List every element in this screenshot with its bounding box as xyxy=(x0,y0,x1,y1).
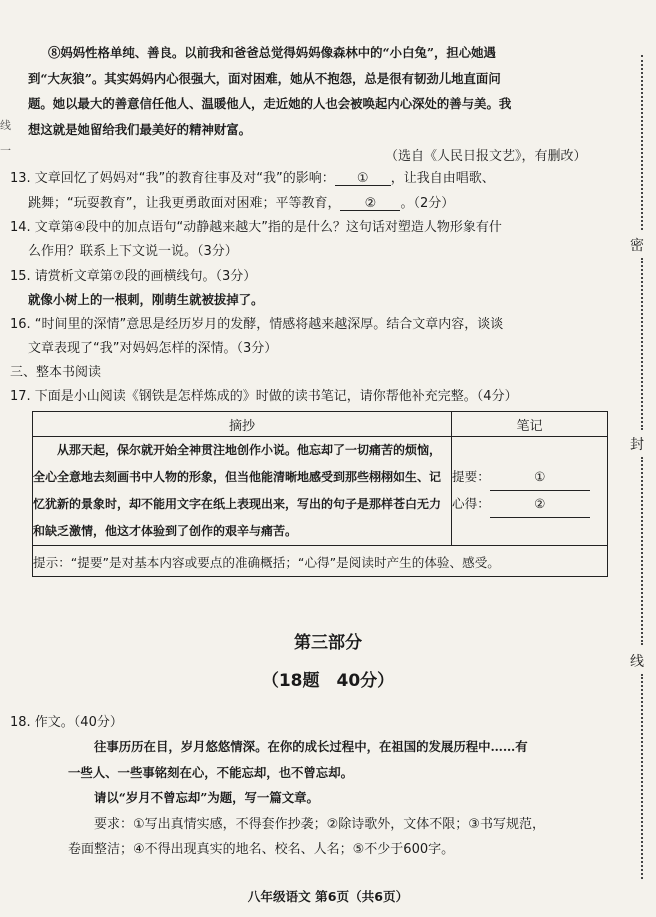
left-margin-mark-2: 一 xyxy=(0,144,11,157)
q18-requirements-line2: 卷面整洁；④不得出现真实的地名、校名、人名；⑤不少于600字。 xyxy=(68,842,455,857)
passage-para8-line4: 想这就是她留给我们最美好的精神财富。 xyxy=(28,122,252,137)
left-margin-mark-1: 线 xyxy=(0,119,11,132)
tip-cell: 提示：“提要”是对基本内容或要点的准确概括；“心得”是阅读时产生的体验、感受。 xyxy=(33,546,608,577)
summary-label: 提要： xyxy=(452,469,490,484)
q18-task: 请以“岁月不曾忘却”为题，写一篇文章。 xyxy=(94,790,319,805)
passage-para8-line3: 题。她以最大的善意信任他人、温暖他人，走近她的人也会被唤起内心深处的善与美。我 xyxy=(28,96,512,111)
passage-source: （选自《人民日报文艺》，有删改） xyxy=(385,149,587,164)
q13-blank-1: ① xyxy=(335,172,391,186)
binding-dotted-line-3 xyxy=(641,457,643,645)
q15-quote: 就像小树上的一根刺，刚萌生就被拔掉了。 xyxy=(28,292,264,307)
q16-line2: 文章表现了“我”对妈妈怎样的深情。（3分） xyxy=(28,341,278,356)
binding-char-feng: 封 xyxy=(630,437,644,453)
passage-para8-line2: 到“大灰狼”。其实妈妈内心很强大，面对困难，她从不抱怨，总是很有韧劲儿地直面问 xyxy=(28,71,501,86)
insight-label: 心得： xyxy=(452,496,490,511)
q18-intro-line1: 往事历历在目，岁月悠悠情深。在你的成长过程中，在祖国的发展历程中……有 xyxy=(94,739,528,754)
q18-heading: 18. 作文。（40分） xyxy=(10,715,123,730)
part3-subtitle: （18题 40分） xyxy=(261,671,395,691)
summary-row xyxy=(452,464,607,491)
binding-char-xian: 线 xyxy=(630,654,644,670)
note-cell xyxy=(452,437,608,546)
col-excerpt-header: 摘抄 xyxy=(33,412,452,437)
q14-line1: 14. 文章第④段中的加点语句“动静越来越大”指的是什么？这句话对塑造人物形象有什 xyxy=(10,220,502,235)
q13-line2 xyxy=(28,197,454,211)
part3-title: 第三部分 xyxy=(294,633,362,653)
q14-line2: 么作用？联系上下文说一说。（3分） xyxy=(28,244,238,259)
binding-char-mi: 密 xyxy=(630,238,644,254)
q13-line1-text-a: 13. 文章回忆了妈妈对“我”的教育往事及对“我”的影响： xyxy=(10,171,335,186)
page-footer: 八年级语文 第6页（共6页） xyxy=(247,889,409,904)
q13-line2-text-b: 。（2分） xyxy=(400,196,455,211)
binding-dotted-line-4 xyxy=(641,674,643,879)
excerpt-cell: 从那天起，保尔就开始全神贯注地创作小说。他忘却了一切痛苦的烦恼，全心全意地去刻画书中人物的形象，但当他能清晰地感受到那些栩栩如生、记忆犹新的景象时，却不能用文字在纸上表现出来，写出的句子是那样苍白无力和缺乏激情，他这才体验到了创作的艰辛与痛苦。 xyxy=(33,437,452,546)
insight-row xyxy=(452,491,607,518)
summary-blank: ① xyxy=(490,464,590,491)
passage-para8-line1: ⑧妈妈性格单纯、善良。以前我和爸爸总觉得妈妈像森林中的“小白兔”，担心她遇 xyxy=(48,45,496,60)
q15-line1: 15. 请赏析文章第⑦段的画横线句。（3分） xyxy=(10,269,257,284)
binding-dotted-line-1 xyxy=(641,55,643,230)
q18-intro-line2: 一些人、一些事铭刻在心，不能忘却，也不曾忘却。 xyxy=(68,765,353,780)
binding-margin xyxy=(627,0,656,917)
q16-line1: 16. “时间里的深情”意思是经历岁月的发酵，情感将越来越深厚。结合文章内容，谈谈 xyxy=(10,317,504,332)
binding-dotted-line-2 xyxy=(641,258,643,430)
insight-blank: ② xyxy=(490,491,590,518)
q13-blank-2: ② xyxy=(340,197,400,211)
section3-heading: 三、整本书阅读 xyxy=(10,365,102,380)
reading-note-table xyxy=(32,411,608,577)
q18-requirements-line1: 要求：①写出真情实感，不得套作抄袭；②除诗歌外，文体不限；③书写规范， xyxy=(94,817,545,832)
q13-line2-text-a: 跳舞；“玩耍教育”，让我更勇敢面对困难；平等教育， xyxy=(28,196,341,211)
q13-line1-text-b: ，让我自由唱歌、 xyxy=(390,171,495,186)
q13-line1 xyxy=(10,172,495,186)
q17-prompt: 17. 下面是小山阅读《钢铁是怎样炼成的》时做的读书笔记，请你帮他补充完整。（4分） xyxy=(10,389,518,404)
col-note-header: 笔记 xyxy=(452,412,608,437)
